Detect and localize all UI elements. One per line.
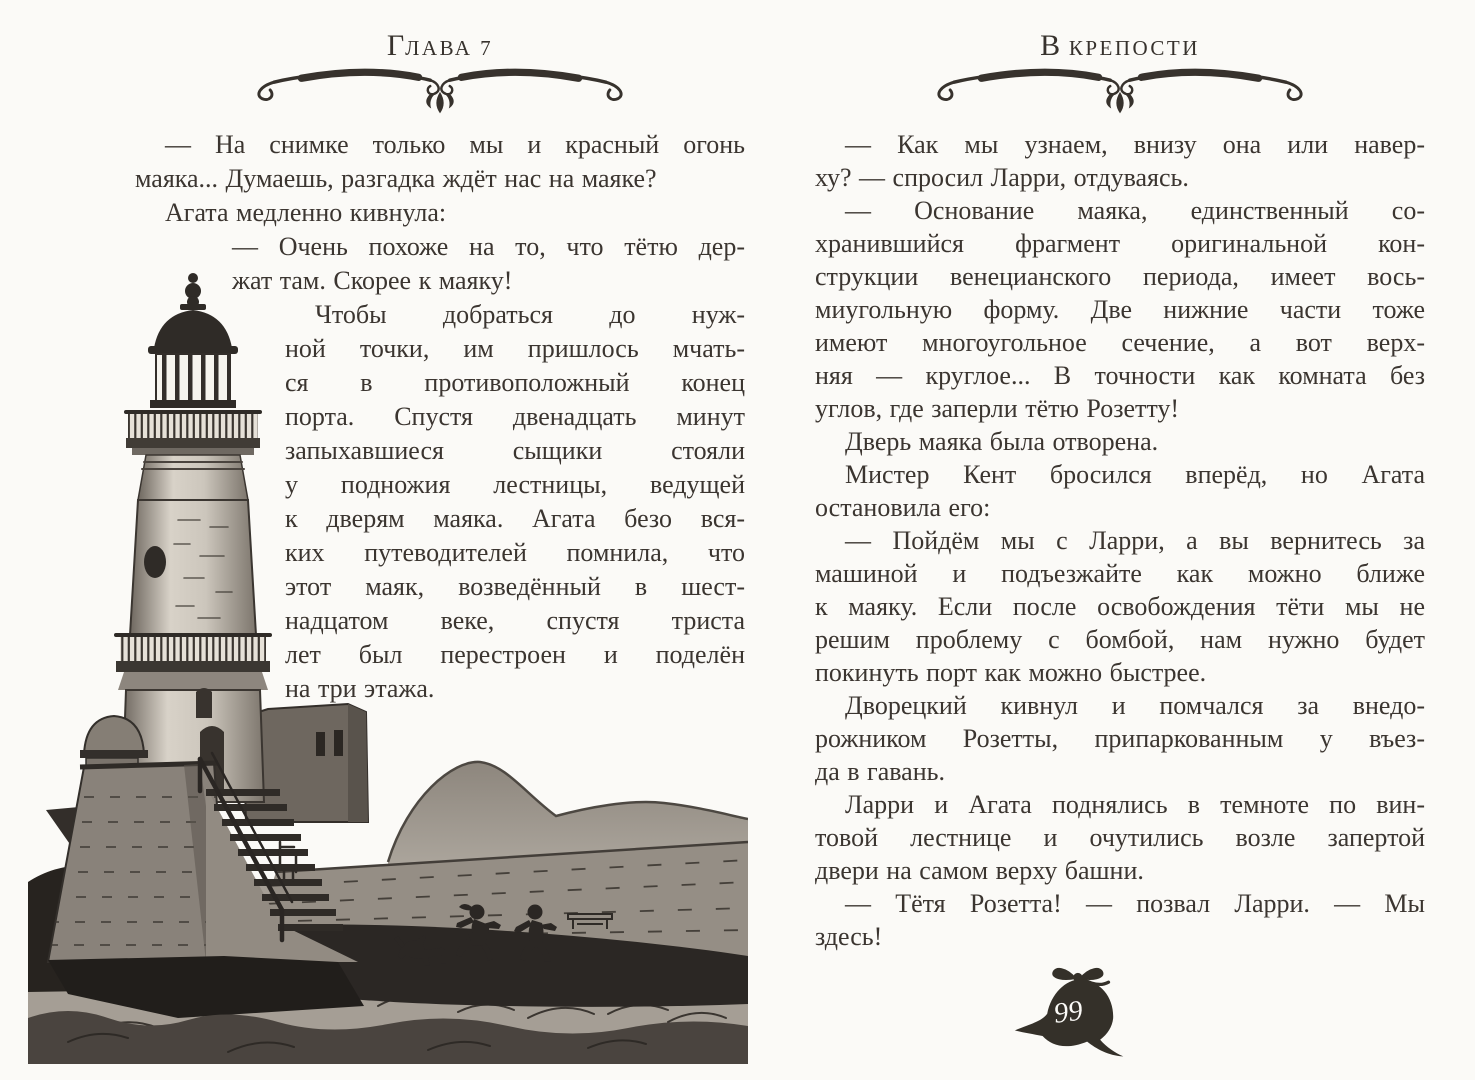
text-line: маяка... Думаешь, разгадка ждёт нас на маяке? xyxy=(135,164,657,193)
paragraph xyxy=(815,425,1425,458)
text-line: решим проблему с бомбой, нам нужно будет xyxy=(815,625,1425,654)
paragraph xyxy=(135,128,745,196)
text-line: лет был перестроен и поделён xyxy=(285,640,745,669)
page-number: 99 xyxy=(1051,994,1085,1030)
running-head-initial: В xyxy=(1040,29,1062,62)
text-line: да в гавань. xyxy=(815,757,945,786)
text-line: Чтобы добраться до нуж- xyxy=(315,300,745,329)
text-line: этот маяк, возведённый в шест- xyxy=(285,572,745,601)
text-line: у подножия лестницы, ведущей xyxy=(285,470,745,499)
text-line: ких путеводителей помнила, что xyxy=(285,538,745,567)
arched-window-small xyxy=(196,688,212,718)
ornament-flourish-icon xyxy=(915,62,1325,116)
text-line: жат там. Скорее к маяку! xyxy=(232,266,513,295)
text-line: товой лестнице и очутились возле запертой xyxy=(815,823,1425,852)
running-head-rest: ЛАВА 7 xyxy=(405,36,494,60)
upper-gallery xyxy=(126,412,260,455)
text-line: ся в противоположный конец xyxy=(285,368,745,397)
paragraph xyxy=(815,128,1425,194)
text-line: — Как мы узнаем, внизу она или навер- xyxy=(845,130,1425,159)
text-line: — Пойдём мы с Ларри, а вы вернитесь за xyxy=(845,526,1425,555)
text-line: углов, где заперли тётю Розетту! xyxy=(815,394,1180,423)
text-line: двери на самом верху башни. xyxy=(815,856,1144,885)
text-line: Агата медленно кивнула: xyxy=(165,198,447,227)
text-line: — Очень похоже на то, что тётю дер- xyxy=(232,232,745,261)
porthole-window xyxy=(144,546,166,578)
paragraph xyxy=(815,887,1425,953)
text-line: Дверь маяка была отворена. xyxy=(845,427,1159,456)
text-line: — На снимке только мы и красный огонь xyxy=(165,130,745,159)
text-line: няя — круглое... В точности как комната без xyxy=(815,361,1425,390)
text-line: Мистер Кент бросился вперёд, но Агата xyxy=(845,460,1425,489)
text-line: Ларри и Агата поднялись в темноте по вин- xyxy=(845,790,1425,819)
paragraph xyxy=(815,689,1425,788)
lighthouse-illustration xyxy=(28,262,748,1064)
running-head-right xyxy=(815,29,1425,63)
lower-gallery xyxy=(116,635,270,690)
text-line: ной точки, им пришлось мчать- xyxy=(285,334,745,363)
text-line: порта. Спустя двенадцать минут xyxy=(285,402,745,431)
body-text-left-top xyxy=(135,128,745,230)
text-line: здесь! xyxy=(815,922,883,951)
text-line: рожником Розетты, припаркованным у въез- xyxy=(815,724,1425,753)
page-number-hat xyxy=(1011,960,1141,1060)
paragraph xyxy=(815,194,1425,425)
text-line: к маяку. Если после освобождения тёти мы не xyxy=(815,592,1425,621)
running-head-rest: КРЕПОСТИ xyxy=(1061,36,1200,60)
text-line: машиной и подъезжайте как можно ближе xyxy=(815,559,1425,588)
text-line: остановила его: xyxy=(815,493,991,522)
paragraph xyxy=(815,458,1425,524)
text-line: хранившийся фрагмент оригинальной кон- xyxy=(815,229,1425,258)
text-line: покинуть порт как можно быстрее. xyxy=(815,658,1207,687)
text-line: Дворецкий кивнул и помчался за внедо- xyxy=(845,691,1425,720)
text-line: струкции венецианского периода, имеет вось- xyxy=(815,262,1425,291)
text-line: — Основание маяка, единственный со- xyxy=(845,196,1425,225)
text-line: к дверям маяка. Агата безо вся- xyxy=(285,504,745,533)
text-line: — Тётя Розетта! — позвал Ларри. — Мы xyxy=(845,889,1425,918)
running-head-initial: Г xyxy=(386,29,406,62)
text-line: имеют многоугольное сечение, а вот верх- xyxy=(815,328,1425,357)
text-line: миугольную форму. Две нижние части тоже xyxy=(815,295,1425,324)
ornament-flourish-icon xyxy=(235,62,645,116)
page-right xyxy=(815,0,1425,1080)
lantern-roof xyxy=(154,310,232,348)
paragraph xyxy=(815,788,1425,887)
paragraph xyxy=(135,196,745,230)
lantern-room xyxy=(156,354,230,402)
running-head-left xyxy=(135,29,745,63)
paragraph xyxy=(815,524,1425,689)
text-line: надцатом веке, спустя триста xyxy=(285,606,745,635)
lighthouse-finial xyxy=(180,273,206,310)
text-line: запыхавшиеся сыщики стояли xyxy=(285,436,745,465)
body-text-right xyxy=(815,128,1425,953)
text-line: ху? — спросил Ларри, отдуваясь. xyxy=(815,163,1189,192)
lighthouse-tower xyxy=(116,273,270,802)
text-line: на три этажа. xyxy=(285,674,435,703)
